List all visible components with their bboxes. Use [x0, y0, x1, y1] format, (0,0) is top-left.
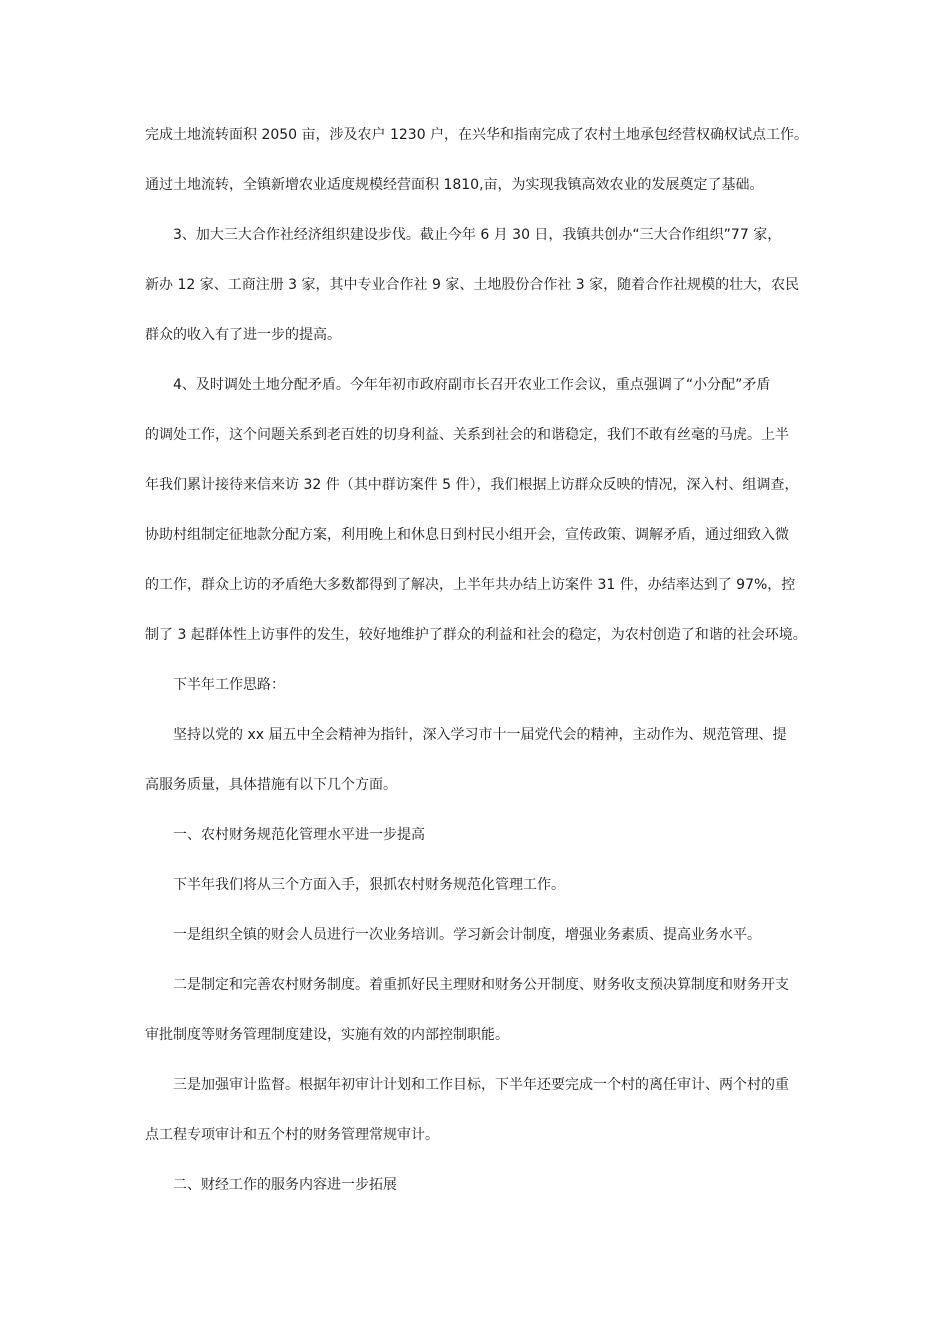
text-line: 制了 3 起群体性上访事件的发生，较好地维护了群众的利益和社会的稳定，为农村创造了和谐的社会环境。 [145, 627, 807, 643]
text-line: 三是加强审计监督。根据年初审计计划和工作目标，下半年还要完成一个村的离任审计、两个村的重 [173, 1077, 789, 1093]
text-line: 高服务质量，具体措施有以下几个方面。 [145, 777, 397, 793]
paragraph-heading-4: 4、及时调处土地分配矛盾。今年年初市政府副市长召开农业工作会议，重点强调了“小分配”矛盾 [173, 377, 771, 393]
text-line: 一是组织全镇的财会人员进行一次业务培训。学习新会计制度，增强业务素质、提高业务水平。 [173, 927, 761, 943]
text-line: 坚持以党的 xx 届五中全会精神为指针，深入学习市十一届党代会的精神，主动作为、规范管理、提 [173, 727, 787, 743]
text-line: 群众的收入有了进一步的提高。 [145, 327, 341, 343]
text-line: 年我们累计接待来信来访 32 件（其中群访案件 5 件），我们根据上访群众反映的情况，深入村、组调查， [145, 477, 799, 493]
text-line: 完成土地流转面积 2050 亩，涉及农户 1230 户，在兴华和指南完成了农村土地承包经营权确权试点工作。 [145, 127, 809, 143]
text-line: 下半年我们将从三个方面入手，狠抓农村财务规范化管理工作。 [173, 877, 565, 893]
text-line: 二是制定和完善农村财务制度。着重抓好民主理财和财务公开制度、财务收支预决算制度和财务开支 [173, 977, 789, 993]
text-line: 审批制度等财务管理制度建设，实施有效的内部控制职能。 [145, 1027, 509, 1043]
text-line: 点工程专项审计和五个村的财务管理常规审计。 [145, 1127, 439, 1143]
document-body [145, 122, 815, 1222]
text-line: 的工作，群众上访的矛盾绝大多数都得到了解决，上半年共办结上访案件 31 件，办结率达到了 97%，控 [145, 577, 796, 593]
text-line: 协助村组制定征地款分配方案，利用晚上和休息日到村民小组开会，宣传政策、调解矛盾，通过细致入微 [145, 527, 789, 543]
section-heading-2: 二、财经工作的服务内容进一步拓展 [173, 1177, 397, 1193]
text-line: 通过土地流转，全镇新增农业适度规模经营面积 1810,亩，为实现我镇高效农业的发展奠定了基础。 [145, 177, 764, 193]
section-heading-plan: 下半年工作思路： [173, 677, 285, 693]
paragraph-heading-3: 3、加大三大合作社经济组织建设步伐。截止今年 6 月 30 日，我镇共创办“三大合作组织”77 家， [173, 227, 782, 243]
text-line: 的调处工作，这个问题关系到老百姓的切身利益、关系到社会的和谐稳定，我们不敢有丝毫的马虎。上半 [145, 427, 789, 443]
section-heading-1: 一、农村财务规范化管理水平进一步提高 [173, 827, 425, 843]
text-line: 新办 12 家、工商注册 3 家，其中专业合作社 9 家、土地股份合作社 3 家，随着合作社规模的壮大，农民 [145, 277, 800, 293]
